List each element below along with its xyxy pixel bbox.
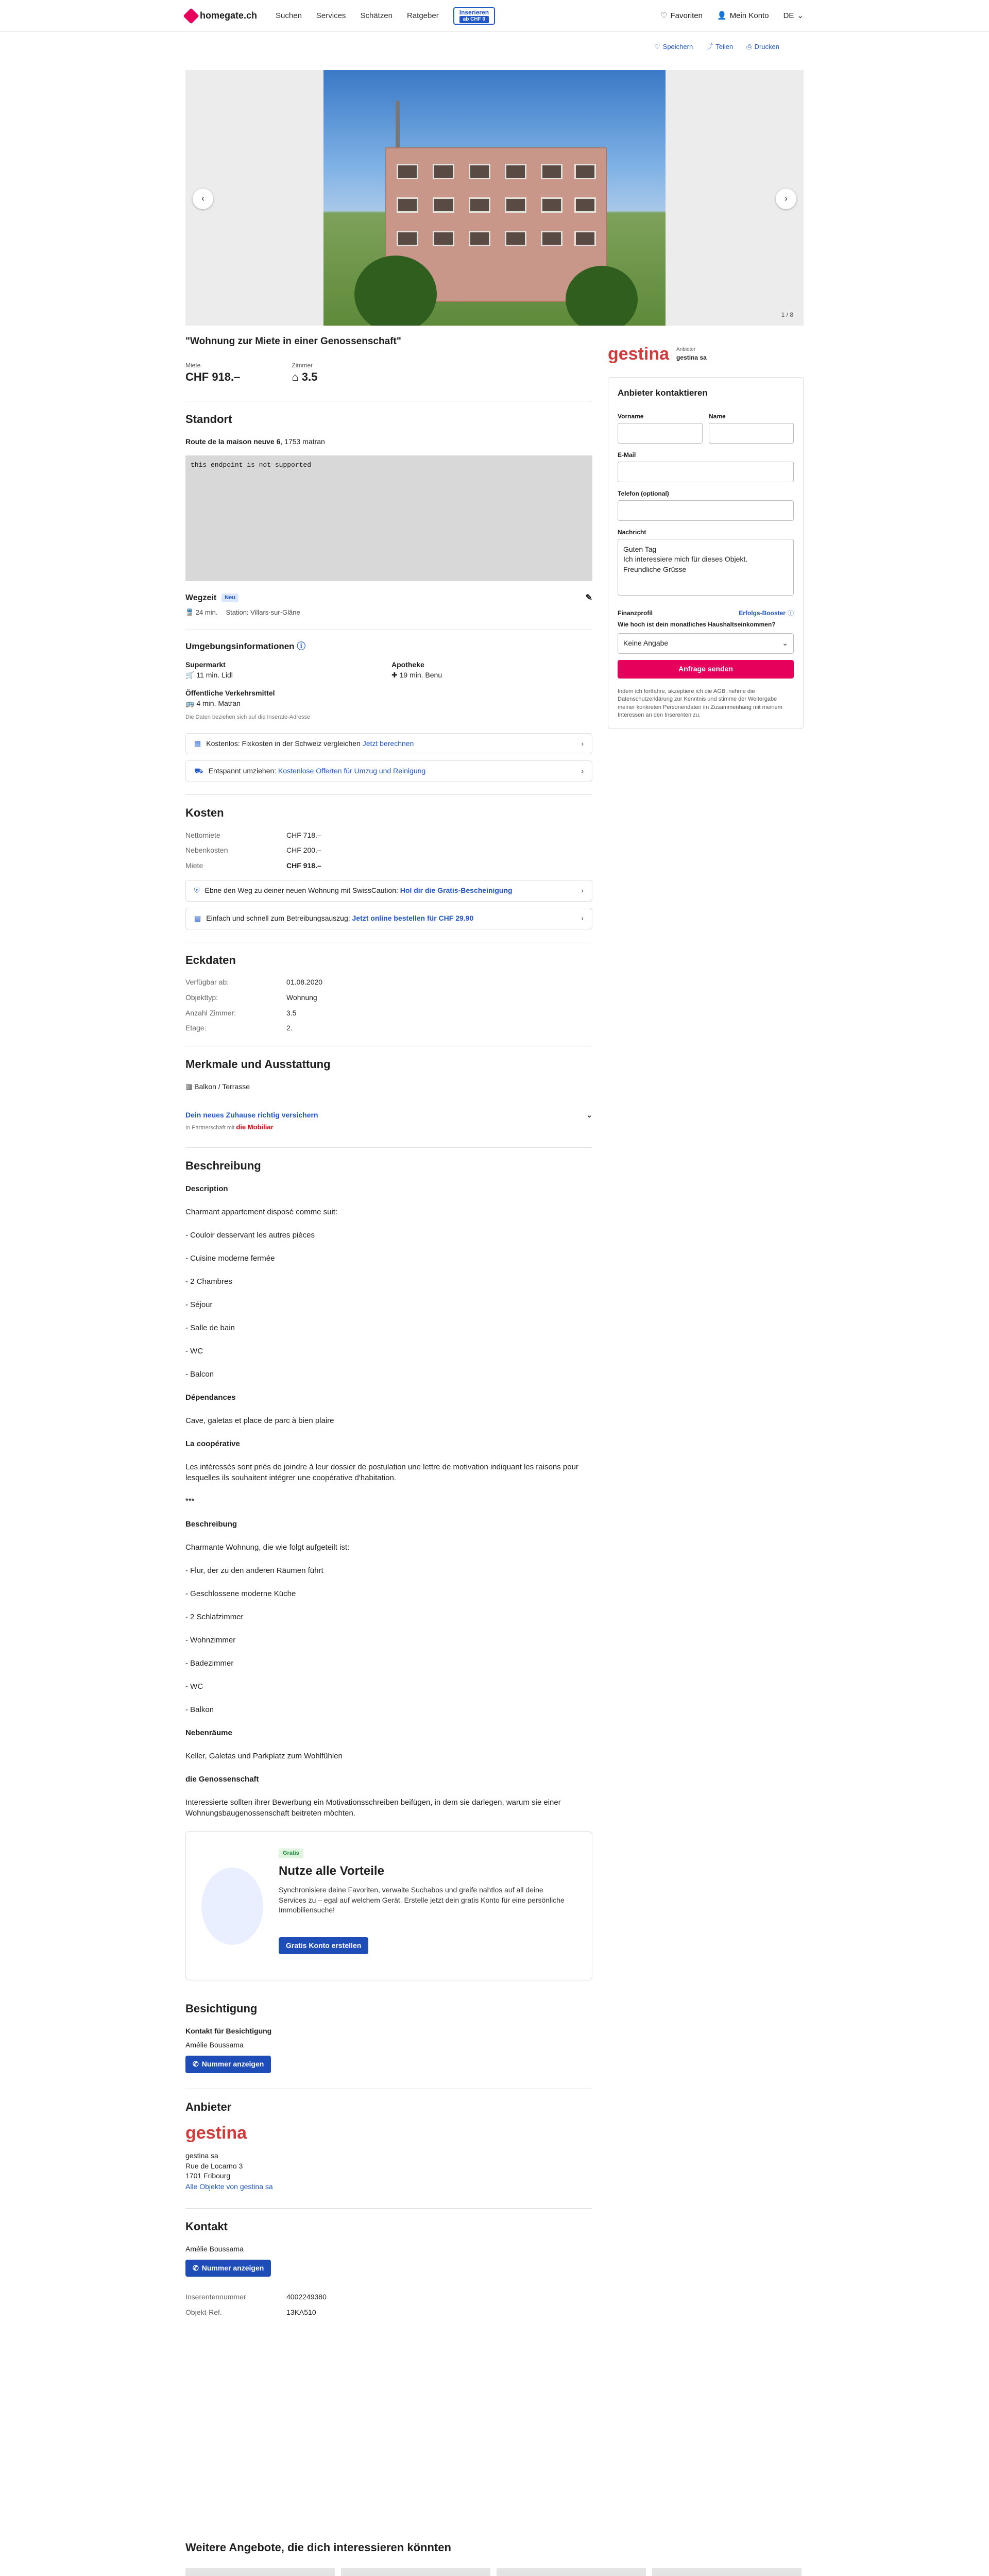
- cart-icon: 🛒: [185, 670, 197, 679]
- show-number-button[interactable]: [185, 2260, 271, 2277]
- heart-icon: ♡: [660, 11, 668, 20]
- description-paragraph: La coopérative: [185, 1439, 240, 1449]
- description-section: [185, 1147, 592, 1980]
- ref-key: Inserentennummer: [185, 2293, 246, 2301]
- keydata-table: [185, 977, 592, 1033]
- message-label: Nachricht: [618, 528, 646, 536]
- commute-header: [185, 592, 592, 604]
- save-label: Speichern: [662, 43, 693, 50]
- agent-header: [608, 335, 804, 367]
- keydata-key: Objekttyp:: [185, 993, 218, 1002]
- cost-value: CHF 918.–: [286, 861, 321, 870]
- shield-icon: ⛨: [194, 886, 200, 895]
- env-label: Supermarkt: [185, 660, 226, 669]
- description-paragraph: Beschreibung: [185, 1520, 237, 1529]
- agent-label: Anbieter: [676, 347, 696, 353]
- description-paragraph: - Badezimmer: [185, 1659, 234, 1668]
- card-text: Entspannt umziehen:: [208, 767, 279, 775]
- keydata-value: 01.08.2020: [286, 978, 323, 987]
- insert-sub-label: ab CHF 0: [459, 16, 489, 23]
- account-promo: [185, 1831, 592, 1980]
- description-paragraph: - WC: [185, 1682, 203, 1691]
- insurance-label: Dein neues Zuhause richtig versichern: [185, 1111, 318, 1120]
- button-label: Nummer anzeigen: [201, 2060, 264, 2068]
- debt-record-card[interactable]: [185, 908, 592, 929]
- card-text: Ebne den Weg zu deiner neuen Wohnung mit SwissCaution:: [204, 886, 400, 895]
- ref-value: 4002249380: [286, 2293, 327, 2301]
- fixed-costs-card[interactable]: [185, 733, 592, 755]
- description-paragraph: Interessierte sollten ihrer Bewerbung ein Motivationsschreiben beifügen, in dem sie darlegen, warum sie einer Wohnungsbaugenossenschaft beitreten möchten.: [185, 1798, 561, 1818]
- listing-photo[interactable]: [323, 70, 666, 326]
- finance-label: Finanzprofil: [618, 609, 653, 617]
- map[interactable]: this endpoint is not supported: [185, 455, 592, 581]
- advertiser-section: [185, 2089, 592, 2193]
- environment-heading: [185, 640, 592, 653]
- keydata-value: 2.: [286, 1024, 293, 1032]
- info-icon[interactable]: ⓘ: [297, 641, 306, 652]
- calculator-icon: ▦: [194, 739, 201, 748]
- feature-item: [185, 1082, 592, 1092]
- select-value: Keine Angabe: [623, 639, 669, 648]
- form-disclaimer: Indem ich fortfahre, akzeptiere ich die AGB, nehme die Datenschutzerklärung zur Kenntnis und stimme der Weitergabe meiner konkreten Personendaten im Zusammenhang mit meinem Interessen an den Inserenten zu.: [618, 688, 782, 718]
- cost-value: CHF 200.–: [286, 846, 321, 855]
- promo-illustration: [201, 1868, 263, 1945]
- description-paragraph: - WC: [185, 1347, 203, 1356]
- share-icon: ⤴: [706, 43, 713, 50]
- cost-value: CHF 718.–: [286, 831, 321, 839]
- description-paragraph: Les intéressés sont priés de joindre à leur dossier de postulation une lettre de motivation indiquant les raisons pour lesquelles ils souhaitent intégrer une coopérative d'habitation.: [185, 1463, 578, 1483]
- offers-heading: Weitere Angebote, die dich interessieren könnten: [185, 2541, 451, 2554]
- house-icon: ⌂: [292, 370, 302, 384]
- print-button[interactable]: [746, 42, 779, 52]
- cost-key: Miete: [185, 861, 203, 870]
- card-link[interactable]: Kostenlose Offerten für Umzug und Reinigung: [278, 767, 426, 775]
- phone-input[interactable]: [618, 500, 794, 521]
- phone-icon: ✆: [193, 2060, 199, 2068]
- env-value: 4 min. Matran: [196, 699, 241, 707]
- email-input[interactable]: [618, 462, 794, 482]
- address-city: , 1753 matran: [280, 437, 325, 446]
- description-paragraph: Nebenräume: [185, 1728, 232, 1738]
- firstname-input[interactable]: [618, 423, 703, 444]
- description-paragraph: - Salle de bain: [185, 1324, 235, 1333]
- pharmacy-icon: ✚: [391, 670, 400, 679]
- costs-heading: Kosten: [185, 806, 224, 819]
- keydata-key: Verfügbar ab:: [185, 978, 229, 987]
- message-textarea[interactable]: Guten Tag Ich interessiere mich für dieses Objekt. Freundliche Grüsse: [618, 539, 794, 596]
- commute-time: 24 min.: [195, 608, 218, 616]
- cost-key: Nebenkosten: [185, 846, 228, 855]
- email-label: E-Mail: [618, 451, 636, 459]
- firstname-label: Vorname: [618, 413, 644, 420]
- account-link[interactable]: [717, 10, 769, 21]
- description-heading: Beschreibung: [185, 1159, 261, 1173]
- keydata-heading: Eckdaten: [185, 953, 236, 967]
- env-label: Öffentliche Verkehrsmittel: [185, 689, 275, 698]
- description-paragraph: - Balkon: [185, 1705, 214, 1715]
- description-paragraph: Keller, Galetas und Parkplatz zum Wohlfühlen: [185, 1752, 343, 1761]
- main-column: [185, 335, 592, 2317]
- description-paragraph: Description: [185, 1184, 228, 1194]
- gallery-next-button[interactable]: [776, 189, 796, 209]
- nav-estimate[interactable]: Schätzen: [360, 11, 393, 20]
- advertiser-line: Rue de Locarno 3: [185, 2161, 243, 2170]
- language-switch[interactable]: [783, 10, 804, 21]
- card-link[interactable]: Jetzt online bestellen für CHF 29.90: [352, 914, 474, 923]
- environment-heading-text: Umgebungsinformationen: [185, 641, 295, 652]
- train-icon: 🚆: [185, 608, 196, 616]
- nav-guide[interactable]: Ratgeber: [406, 11, 439, 20]
- description-paragraph: - Séjour: [185, 1300, 213, 1310]
- description-paragraph: Cave, galetas et place de parc à bien plaire: [185, 1416, 334, 1426]
- promo-badge: Gratis: [279, 1849, 303, 1858]
- gallery-counter: 1 / 8: [781, 311, 793, 319]
- description-paragraph: Charmant appartement disposé comme suit:: [185, 1208, 338, 1217]
- agent-logo: gestina: [608, 344, 670, 364]
- env-value: 11 min. Lidl: [196, 670, 233, 679]
- contact-name: Amélie Boussama: [185, 2244, 244, 2253]
- phone-icon: ✆: [193, 2263, 199, 2272]
- printer-icon: ⎙: [746, 43, 752, 50]
- homegate-logo[interactable]: [185, 9, 257, 22]
- address-street: Route de la maison neuve 6: [185, 437, 281, 446]
- description-paragraph: ***: [185, 1497, 195, 1506]
- button-label: Nummer anzeigen: [201, 2263, 264, 2272]
- image-gallery[interactable]: [185, 70, 804, 326]
- cost-key: Nettomiete: [185, 831, 220, 839]
- logo-text: homegate.ch: [200, 10, 258, 21]
- chevron-down-icon: ⌄: [782, 639, 788, 648]
- viewing-name: Amélie Boussama: [185, 2041, 244, 2049]
- rooms-label: Zimmer: [292, 361, 313, 369]
- similar-offers: [185, 2540, 804, 2576]
- chevron-down-icon: ⌄: [586, 1111, 592, 1120]
- contact-heading: Kontakt: [185, 2220, 228, 2233]
- heart-icon: ♡: [654, 43, 660, 50]
- chevron-down-icon: ⌄: [797, 11, 804, 20]
- document-icon: ▤: [194, 914, 201, 923]
- description-paragraph: - 2 Chambres: [185, 1277, 232, 1286]
- booster-link[interactable]: Erfolgs-Booster: [739, 609, 786, 617]
- show-number-button[interactable]: [185, 2056, 271, 2073]
- description-paragraph: - Geschlossene moderne Küche: [185, 1589, 296, 1599]
- env-supermarket: [185, 660, 391, 680]
- commute-info: [185, 608, 592, 617]
- keydata-value: Wohnung: [286, 993, 317, 1002]
- form-title: Anbieter kontaktieren: [618, 387, 708, 398]
- chevron-right-icon: ›: [581, 767, 584, 775]
- user-icon: 👤: [717, 11, 727, 20]
- income-select[interactable]: [618, 633, 794, 654]
- location-heading: Standort: [185, 413, 232, 426]
- advertiser-heading: Anbieter: [185, 2100, 232, 2113]
- bus-icon: 🚌: [185, 699, 197, 707]
- truck-icon: ⛟: [194, 767, 203, 775]
- env-pharmacy: [391, 660, 587, 680]
- balcony-icon: ▥: [185, 1082, 195, 1091]
- address: [185, 437, 592, 447]
- description-paragraph: - Wohnzimmer: [185, 1636, 236, 1645]
- keydata-key: Etage:: [185, 1024, 207, 1032]
- offer-card-placeholder[interactable]: [341, 2568, 490, 2576]
- commute-station: Station: Villars-sur-Glâne: [226, 608, 300, 616]
- main-nav: [276, 10, 439, 21]
- advertiser-line: gestina sa: [185, 2151, 218, 2160]
- offer-card-placeholder[interactable]: [497, 2568, 646, 2576]
- logo-mark-icon: [183, 8, 199, 24]
- agent-name: gestina sa: [676, 354, 707, 362]
- swisscaution-card[interactable]: [185, 880, 592, 902]
- save-button[interactable]: [654, 42, 693, 52]
- keydata-key: Anzahl Zimmer:: [185, 1008, 236, 1017]
- description-paragraph: - Couloir desservant les autres pièces: [185, 1231, 315, 1240]
- description-paragraph: Dépendances: [185, 1393, 236, 1402]
- commute-label: Wegzeit: [185, 593, 217, 602]
- card-text: Kostenlos: Fixkosten in der Schweiz vergleichen: [206, 739, 363, 748]
- description-paragraph: - Balcon: [185, 1370, 214, 1379]
- insurance-toggle[interactable]: [185, 1110, 592, 1121]
- create-account-button[interactable]: Gratis Konto erstellen: [279, 1937, 368, 1955]
- chevron-right-icon: ›: [785, 193, 788, 204]
- rent-block: [185, 361, 240, 386]
- costs-table: [185, 831, 592, 871]
- env-value: 19 min. Benu: [399, 670, 442, 679]
- share-button[interactable]: [706, 42, 733, 52]
- reference-table: [185, 2292, 592, 2317]
- feature-label: Balkon / Terrasse: [194, 1082, 250, 1091]
- send-request-button[interactable]: Anfrage senden: [618, 660, 794, 679]
- promo-text: Synchronisiere deine Favoriten, verwalte Suchabos und greife nahtlos auf all deine Services zu – egal auf welchem Gerät. Erstelle jetzt dein gratis Konto für eine persönliche Immobiliensuche!: [279, 1886, 565, 1914]
- offer-card-placeholder[interactable]: [652, 2568, 802, 2576]
- moving-card[interactable]: [185, 760, 592, 782]
- print-label: Drucken: [754, 43, 780, 50]
- gallery-prev-button[interactable]: [193, 189, 213, 209]
- chevron-right-icon: ›: [581, 739, 584, 748]
- insert-label: Inserieren: [459, 8, 489, 16]
- top-header: [0, 0, 989, 32]
- description-paragraph: - Flur, der zu den anderen Räumen führt: [185, 1566, 323, 1575]
- advertiser-line: 1701 Fribourg: [185, 2172, 231, 2180]
- description-paragraph: - 2 Schlafzimmer: [185, 1613, 244, 1622]
- info-icon[interactable]: ⓘ: [787, 609, 794, 617]
- listing-actions: [654, 42, 779, 52]
- lastname-input[interactable]: [709, 423, 794, 444]
- insurance-partner: [185, 1123, 592, 1132]
- chevron-right-icon: ›: [581, 886, 584, 895]
- listing-title: "Wohnung zur Miete in einer Genossenschaft": [185, 336, 401, 347]
- lastname-label: Name: [709, 413, 726, 420]
- offer-card-placeholder[interactable]: [185, 2568, 335, 2576]
- ref-key: Objekt-Ref.: [185, 2308, 222, 2316]
- keydata-value: 3.5: [286, 1008, 297, 1017]
- favorites-link[interactable]: [660, 10, 703, 21]
- rooms-value: 3.5: [301, 370, 318, 384]
- income-question: Wie hoch ist dein monatliches Haushaltseinkommen?: [618, 621, 776, 629]
- environment-note: Die Daten beziehen sich auf die Inserate-Adresse: [185, 714, 311, 721]
- edit-icon[interactable]: ✎: [585, 593, 592, 602]
- contact-form: [608, 377, 804, 730]
- advertiser-logo: gestina: [185, 2123, 247, 2143]
- contact-section: [185, 2208, 592, 2317]
- viewing-heading: Besichtigung: [185, 2002, 258, 2015]
- nav-services[interactable]: Services: [316, 11, 346, 20]
- partner-label: In Partnerschaft mit: [185, 1124, 235, 1131]
- all-objects-link[interactable]: Alle Objekte von gestina sa: [185, 2182, 273, 2191]
- sidebar: [608, 335, 804, 729]
- ref-value: 13KA510: [286, 2308, 316, 2316]
- rooms-block: [292, 361, 317, 386]
- viewing-label: Kontakt für Besichtigung: [185, 2026, 272, 2035]
- finance-row: [618, 609, 794, 618]
- promo-title: Nutze alle Vorteile: [279, 1864, 384, 1878]
- new-badge: Neu: [221, 594, 238, 602]
- rent-value: CHF 918.–: [185, 370, 241, 384]
- insert-button[interactable]: [453, 7, 495, 25]
- account-label: Mein Konto: [729, 11, 769, 20]
- features-heading: Merkmale und Ausstattung: [185, 1057, 331, 1071]
- share-label: Teilen: [715, 43, 734, 50]
- phone-label: Telefon (optional): [618, 489, 669, 497]
- mobiliar-logo: die Mobiliar: [236, 1123, 274, 1131]
- description-paragraph: Charmante Wohnung, die wie folgt aufgeteilt ist:: [185, 1543, 350, 1552]
- description-paragraph: die Genossenschaft: [185, 1775, 259, 1784]
- lang-label: DE: [783, 11, 794, 20]
- chevron-left-icon: ‹: [201, 193, 204, 204]
- card-link[interactable]: Hol dir die Gratis-Bescheinigung: [400, 886, 513, 895]
- card-link[interactable]: Jetzt berechnen: [362, 739, 414, 748]
- card-text: Einfach und schnell zum Betreibungsauszug:: [206, 914, 352, 923]
- description-paragraph: - Cuisine moderne fermée: [185, 1254, 275, 1263]
- env-label: Apotheke: [391, 660, 424, 669]
- favorites-label: Favoriten: [670, 11, 703, 20]
- env-transport: [185, 688, 391, 708]
- nav-search[interactable]: Suchen: [276, 11, 302, 20]
- viewing-section: [185, 2001, 592, 2073]
- chevron-right-icon: ›: [581, 914, 584, 923]
- rent-label: Miete: [185, 361, 201, 369]
